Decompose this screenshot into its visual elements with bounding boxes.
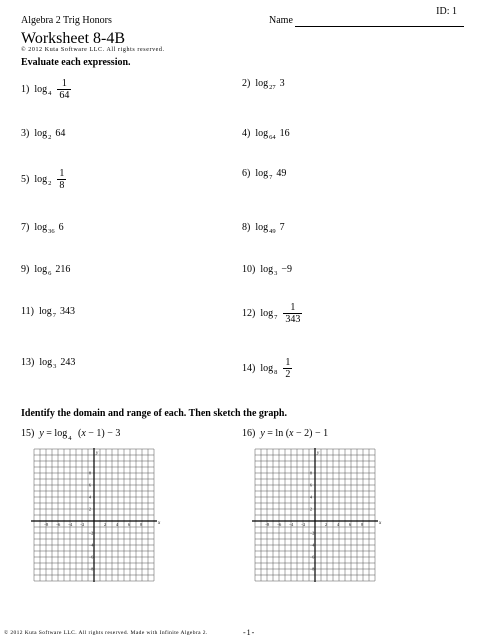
log-argument: −9 (281, 264, 293, 275)
section-heading-graph: Identify the domain and range of each. Then sketch the graph. (21, 408, 287, 419)
graph-grid-15[interactable] (30, 447, 162, 587)
fraction-denominator: 64 (59, 90, 70, 101)
y-tick-label: −2 (89, 530, 94, 536)
log-argument: 16 (279, 128, 290, 139)
fraction-argument (283, 357, 292, 380)
var-x: x (81, 428, 86, 439)
fraction-argument (283, 302, 302, 325)
problem-6 (242, 168, 286, 179)
problem-number: 16) (242, 428, 256, 439)
y-tick-label: −8 (310, 566, 315, 572)
problem-14 (242, 357, 292, 380)
x-tick-label: −6 (56, 522, 61, 527)
log-word: log (260, 363, 274, 374)
log-argument: 3 (279, 78, 285, 89)
y-tick-label: −6 (89, 554, 94, 560)
problem-number: 14) (242, 363, 256, 374)
log-base: 2 (48, 134, 52, 141)
log-base: 4 (48, 90, 52, 97)
problem-1 (21, 78, 71, 101)
log-base: 6 (48, 270, 52, 277)
problem-number: 8) (242, 222, 251, 233)
x-tick-label: 8 (361, 522, 363, 527)
name-label: Name (269, 15, 293, 26)
footer-copyright: © 2012 Kuta Software LLC. All rights reserved. Made with Infinite Algebra 2. (4, 630, 208, 636)
equation-part: ( (75, 428, 82, 439)
x-tick-label: 4 (337, 522, 339, 527)
x-tick-label: −4 (289, 522, 294, 527)
log-word: log (255, 78, 269, 89)
log-base: 27 (269, 84, 276, 91)
problem-3 (21, 128, 65, 139)
x-tick-label: 2 (325, 522, 327, 527)
problem-number: 5) (21, 174, 30, 185)
fraction-denominator: 343 (285, 314, 301, 325)
y-tick-label: 4 (310, 494, 312, 500)
page-number: -1- (243, 628, 256, 637)
problem-13 (21, 357, 75, 368)
problem-number: 10) (242, 264, 256, 275)
problem-12 (242, 302, 302, 325)
problem-16 (242, 428, 328, 439)
log-word: log (34, 128, 48, 139)
y-tick-label: 6 (89, 482, 91, 488)
x-tick-label: 4 (116, 522, 118, 527)
log-argument: 343 (60, 306, 75, 317)
problem-9 (21, 264, 70, 275)
log-base: 2 (48, 180, 52, 187)
log-base: 36 (48, 228, 55, 235)
problem-number: 4) (242, 128, 251, 139)
course-name: Algebra 2 Trig Honors (21, 15, 112, 26)
var-y: y (260, 428, 265, 439)
x-tick-label: −2 (301, 522, 306, 527)
problem-2 (242, 78, 285, 89)
x-tick-label: −4 (68, 522, 73, 527)
log-base: 49 (269, 228, 276, 235)
log-base: 3 (274, 270, 278, 277)
log-word: log (34, 264, 48, 275)
y-tick-label: 4 (89, 494, 91, 500)
equation-part: = log (43, 428, 68, 439)
y-tick-label: −4 (310, 542, 315, 548)
fraction-numerator: 1 (61, 78, 67, 89)
fraction-denominator: 2 (285, 369, 291, 380)
x-tick-label: 6 (349, 522, 351, 527)
log-base: 64 (269, 134, 276, 141)
log-base: 7 (274, 314, 278, 321)
log-word: log (34, 222, 48, 233)
log-argument: 49 (276, 168, 287, 179)
x-tick-label: 6 (128, 522, 130, 527)
log-word: log (34, 174, 48, 185)
fraction-numerator: 1 (285, 357, 291, 368)
x-tick-label: 8 (140, 522, 142, 527)
fraction-argument (57, 168, 66, 191)
fraction-numerator: 1 (59, 168, 65, 179)
log-word: log (38, 306, 52, 317)
y-axis-label: y (96, 451, 99, 456)
worksheet-title: Worksheet 8-4B (21, 30, 126, 47)
x-axis-label: x (158, 521, 161, 526)
x-tick-label: −8 (44, 522, 49, 527)
log-word: log (39, 357, 53, 368)
problem-8 (242, 222, 285, 233)
copyright-notice: © 2012 Kuta Software LLC. All rights reserved. (21, 47, 165, 53)
y-axis-label: y (317, 451, 320, 456)
y-tick-label: −2 (310, 530, 315, 536)
x-tick-label: −2 (80, 522, 85, 527)
problem-number: 9) (21, 264, 30, 275)
equation-part: − 2) − 1 (293, 428, 329, 439)
y-tick-label: −6 (310, 554, 315, 560)
log-word: log (255, 222, 269, 233)
log-argument: 216 (55, 264, 71, 275)
log-argument: 6 (58, 222, 64, 233)
fraction-denominator: 8 (59, 180, 65, 191)
y-tick-label: −4 (89, 542, 94, 548)
var-x: x (289, 428, 294, 439)
y-tick-label: 8 (89, 470, 91, 476)
log-base: 4 (68, 435, 72, 442)
y-tick-label: 2 (89, 506, 91, 512)
y-tick-label: 6 (310, 482, 312, 488)
problem-15 (21, 428, 121, 442)
problem-11 (21, 306, 75, 317)
log-word: log (255, 128, 269, 139)
problem-number: 6) (242, 168, 251, 179)
problem-number: 13) (21, 357, 35, 368)
equation-part: = ln ( (264, 428, 290, 439)
problem-number: 15) (21, 428, 35, 439)
x-axis-label: x (379, 521, 382, 526)
name-blank-line (295, 26, 464, 27)
problem-number: 7) (21, 222, 30, 233)
worksheet-id: ID: 1 (436, 6, 457, 17)
problem-10 (242, 264, 292, 275)
log-base: 8 (274, 369, 278, 376)
problem-7 (21, 222, 64, 233)
problem-number: 2) (242, 78, 251, 89)
graph-grid-16[interactable] (251, 447, 383, 587)
y-tick-label: 8 (310, 470, 312, 476)
log-argument: 7 (279, 222, 285, 233)
fraction-argument (57, 78, 71, 101)
x-tick-label: −8 (265, 522, 270, 527)
log-word: log (260, 308, 274, 319)
section-heading-evaluate: Evaluate each expression. (21, 57, 131, 68)
problem-number: 12) (242, 308, 256, 319)
problem-5 (21, 168, 66, 191)
log-base: 7 (52, 312, 56, 319)
log-argument: 64 (55, 128, 66, 139)
equation-part: − 1) − 3 (85, 428, 121, 439)
y-tick-label: 2 (310, 506, 312, 512)
log-word: log (255, 168, 269, 179)
problem-number: 3) (21, 128, 30, 139)
problem-number: 1) (21, 84, 30, 95)
x-tick-label: 2 (104, 522, 106, 527)
var-y: y (39, 428, 44, 439)
x-tick-label: −6 (277, 522, 282, 527)
y-tick-label: −8 (89, 566, 94, 572)
log-base: 3 (53, 363, 57, 370)
problem-4 (242, 128, 290, 139)
problem-number: 11) (21, 306, 34, 317)
log-argument: 243 (60, 357, 76, 368)
fraction-numerator: 1 (290, 302, 296, 313)
log-word: log (260, 264, 274, 275)
log-word: log (34, 84, 48, 95)
log-base: 7 (269, 174, 273, 181)
